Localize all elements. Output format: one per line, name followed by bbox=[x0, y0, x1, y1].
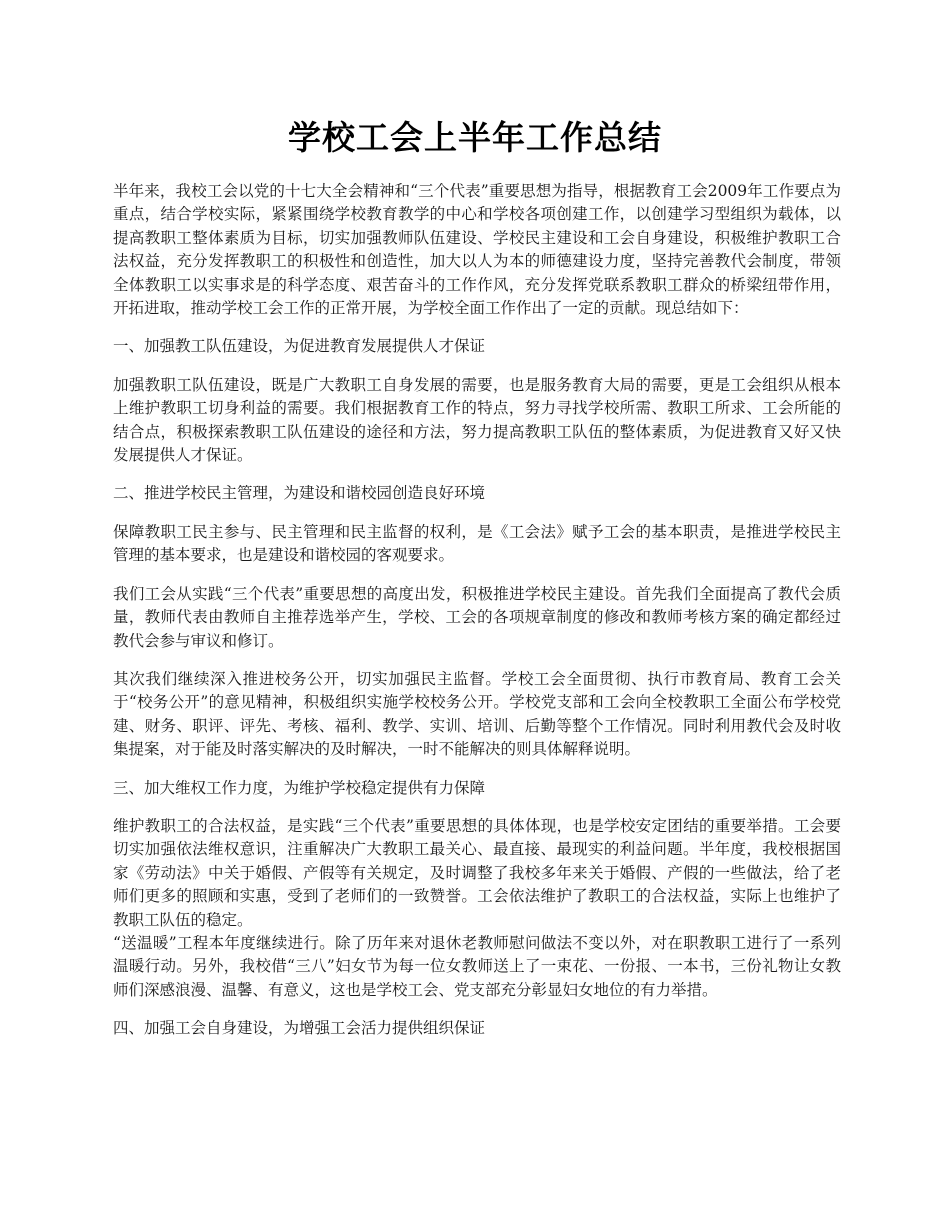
document-body bbox=[113, 180, 841, 1056]
section-2-paragraph-1: 保障教职工民主参与、民主管理和民主监督的权利，是《工会法》赋予工会的基本职责，是推进学校民主管理的基本要求，也是建设和谐校园的客观要求。 bbox=[113, 522, 841, 565]
section-4-heading: 四、加强工会自身建设，为增强工会活力提供组织保证 bbox=[113, 1019, 486, 1038]
section-2-heading: 二、推进学校民主管理，为建设和谐校园创造良好环境 bbox=[113, 484, 486, 503]
section-3-heading: 三、加大维权工作力度，为维护学校稳定提供有力保障 bbox=[113, 778, 486, 797]
section-1-heading: 一、加强教工队伍建设，为促进教育发展提供人才保证 bbox=[113, 337, 486, 356]
section-3-paragraph-1: 维护教职工的合法权益，是实践“三个代表”重要思想的具体体现，也是学校安定团结的重要举措。工会要切实加强依法维权意识，注重解决广大教职工最关心、最直接、最现实的利益问题。半年度，我校根据国家《劳动法》中关于婚假、产假等有关规定，及时调整了我校多年来关于婚假、产假的一些做法，给了老师们更多的照顾和实惠，受到了老师们的一致赞誉。工会依法维护了教职工的合法权益，实际上也维护了教职工队伍的稳定。 bbox=[113, 816, 841, 929]
intro-paragraph: 半年来，我校工会以党的十七大全会精神和“三个代表”重要思想为指导，根据教育工会2009年工作要点为重点，结合学校实际，紧紧围绕学校教育教学的中心和学校各项创建工作，以创建学习型组织为载体，以提高教职工整体素质为目标，切实加强教师队伍建设、学校民主建设和工会自身建设，积极维护教职工合法权益，充分发挥教职工的积极性和创造性，加大以人为本的师德建设力度，坚持完善教代会制度，带领全体教职工以实事求是的科学态度、艰苦奋斗的工作作风，充分发挥党联系教职工群众的桥梁纽带作用，开拓进取，推动学校工会工作的正常开展，为学校全面工作作出了一定的贡献。现总结如下： bbox=[113, 182, 841, 318]
section-2-paragraph-3: 其次我们继续深入推进校务公开，切实加强民主监督。学校工会全面贯彻、执行市教育局、教育工会关于“校务公开”的意见精神，积极组织实施学校校务公开。学校党支部和工会向全校教职工全面公布学校党建、财务、职评、评先、考核、福利、教学、实训、培训、后勤等整个工作情况。同时利用教代会及时收集提案，对于能及时落实解决的及时解决，一时不能解决的则具体解释说明。 bbox=[113, 669, 841, 759]
section-3-paragraph-2: “送温暖”工程本年度继续进行。除了历年来对退休老教师慰问做法不变以外，对在职教职工进行了一系列温暖行动。另外，我校借“三八”妇女节为每一位女教师送上了一束花、一份报、一本书，三份礼物让女教师们深感浪漫、温馨、有意义，这也是学校工会、党支部充分彰显妇女地位的有力举措。 bbox=[113, 933, 841, 999]
section-1-paragraph-1: 加强教职工队伍建设，既是广大教职工自身发展的需要，也是服务教育大局的需要，更是工会组织从根本上维护教职工切身利益的需要。我们根据教育工作的特点，努力寻找学校所需、教职工所求、工会所能的结合点，积极探索教职工队伍建设的途径和方法，努力提高教职工队伍的整体素质，为促进教育又好又快发展提供人才保证。 bbox=[113, 375, 841, 465]
document-title: 学校工会上半年工作总结 bbox=[288, 118, 662, 157]
section-2-paragraph-2: 我们工会从实践“三个代表”重要思想的高度出发，积极推进学校民主建设。首先我们全面提高了教代会质量，教师代表由教师自主推荐选举产生，学校、工会的各项规章制度的修改和教师考核方案的确定都经过教代会参与审议和修订。 bbox=[113, 584, 841, 650]
